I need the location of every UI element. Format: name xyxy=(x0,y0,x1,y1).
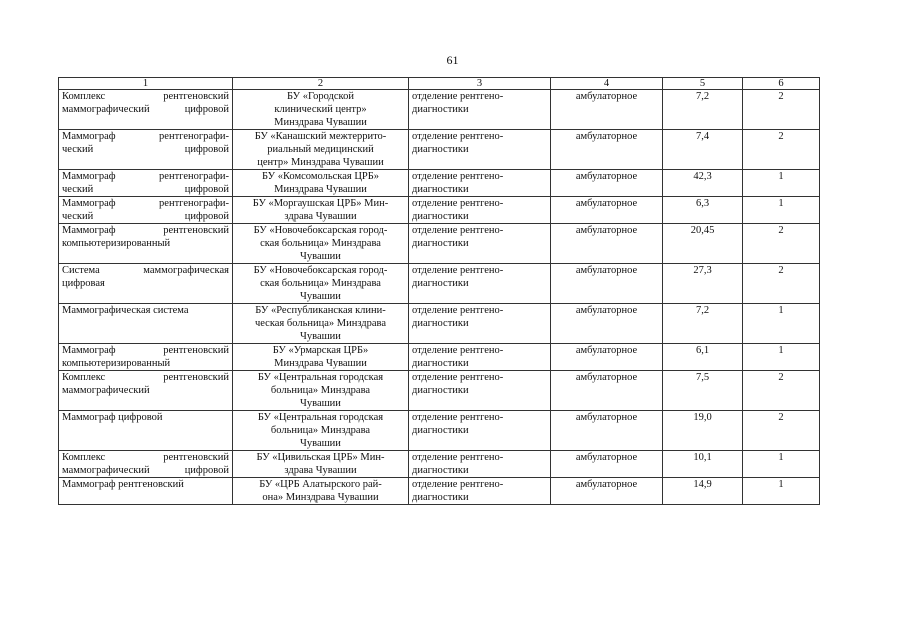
organization-cell xyxy=(233,170,409,197)
department-cell xyxy=(409,197,551,224)
equipment-name-cell xyxy=(59,130,233,170)
table-row xyxy=(59,170,820,197)
table-row xyxy=(59,411,820,451)
table-row xyxy=(59,224,820,264)
department-cell xyxy=(409,371,551,411)
care-type-cell: амбулаторное xyxy=(551,224,663,264)
equipment-name-cell-line: маммографический цифровой xyxy=(62,104,229,115)
organization-cell-line: Чувашии xyxy=(300,398,341,409)
organization-cell-line: БУ «Новочебоксарская город- xyxy=(253,265,388,276)
count-cell: 1 xyxy=(743,197,820,224)
equipment-name-cell-line: Маммограф рентгенографи- xyxy=(62,171,229,182)
value-cell: 14,9 xyxy=(663,478,743,505)
table-body xyxy=(59,90,820,505)
value-cell: 7,5 xyxy=(663,371,743,411)
organization-cell xyxy=(233,304,409,344)
organization-cell-line: центр» Минздрава Чувашии xyxy=(257,157,384,168)
organization-cell xyxy=(233,451,409,478)
table-row xyxy=(59,478,820,505)
equipment-name-cell-line: маммографический xyxy=(62,385,150,396)
value-cell: 27,3 xyxy=(663,264,743,304)
organization-cell-line: Чувашии xyxy=(300,251,341,262)
department-cell xyxy=(409,90,551,130)
count-cell: 2 xyxy=(743,411,820,451)
care-type-cell: амбулаторное xyxy=(551,411,663,451)
care-type-cell: амбулаторное xyxy=(551,344,663,371)
value-cell: 10,1 xyxy=(663,451,743,478)
table-row xyxy=(59,344,820,371)
department-cell-line: отделение рентгено- xyxy=(412,171,504,182)
organization-cell-line: БУ «Городской xyxy=(286,91,354,102)
organization-cell-line: больница» Минздрава xyxy=(270,385,371,396)
department-cell-line: диагностики xyxy=(412,465,469,476)
equipment-name-cell xyxy=(59,197,233,224)
organization-cell-line: здрава Чувашии xyxy=(284,465,357,476)
equipment-name-cell-line: Маммографическая система xyxy=(62,305,189,316)
department-cell xyxy=(409,451,551,478)
department-cell xyxy=(409,304,551,344)
organization-cell-line: БУ «Центральная городская xyxy=(257,412,384,423)
department-cell-line: отделение рентгено- xyxy=(412,479,504,490)
department-cell xyxy=(409,344,551,371)
equipment-name-cell-line: маммографический цифровой xyxy=(62,465,229,476)
count-cell: 2 xyxy=(743,264,820,304)
value-cell: 6,1 xyxy=(663,344,743,371)
value-cell: 7,2 xyxy=(663,304,743,344)
department-cell-line: отделение рентгено- xyxy=(412,198,504,209)
equipment-name-cell-line: цифровая xyxy=(62,278,105,289)
organization-cell-line: Чувашии xyxy=(300,438,341,449)
column-header-6: 6 xyxy=(743,78,820,90)
equipment-name-cell-line: ческий цифровой xyxy=(62,184,229,195)
organization-cell-line: Чувашии xyxy=(300,291,341,302)
equipment-name-cell-line: Маммограф рентгенографи- xyxy=(62,131,229,142)
equipment-name-cell-line: ческий цифровой xyxy=(62,211,229,222)
column-header-3: 3 xyxy=(409,78,551,90)
count-cell: 1 xyxy=(743,478,820,505)
equipment-table xyxy=(58,77,820,505)
equipment-name-cell xyxy=(59,451,233,478)
organization-cell-line: клинический центр» xyxy=(274,104,367,115)
department-cell-line: отделение рентгено- xyxy=(412,372,504,383)
table-row xyxy=(59,371,820,411)
organization-cell xyxy=(233,478,409,505)
organization-cell xyxy=(233,371,409,411)
organization-cell-line: Минздрава Чувашии xyxy=(274,184,367,195)
equipment-name-cell xyxy=(59,264,233,304)
care-type-cell: амбулаторное xyxy=(551,170,663,197)
equipment-name-cell-line: Маммограф рентгеновский xyxy=(62,225,229,236)
value-cell: 7,2 xyxy=(663,90,743,130)
organization-cell-line: здрава Чувашии xyxy=(284,211,357,222)
care-type-cell: амбулаторное xyxy=(551,371,663,411)
department-cell xyxy=(409,130,551,170)
organization-cell-line: БУ «Цивильская ЦРБ» Мин- xyxy=(256,452,385,463)
equipment-name-cell-line: ческий цифровой xyxy=(62,144,229,155)
table-row xyxy=(59,451,820,478)
department-cell-line: отделение рентгено- xyxy=(412,452,504,463)
organization-cell-line: ческая больница» Минздрава xyxy=(254,318,387,329)
value-cell: 19,0 xyxy=(663,411,743,451)
equipment-name-cell-line: Система маммографическая xyxy=(62,265,229,276)
organization-cell xyxy=(233,90,409,130)
care-type-cell: амбулаторное xyxy=(551,304,663,344)
page-number: 61 xyxy=(446,53,459,67)
care-type-cell: амбулаторное xyxy=(551,478,663,505)
department-cell-line: отделение рентгено- xyxy=(412,305,504,316)
department-cell xyxy=(409,224,551,264)
department-cell-line: диагностики xyxy=(412,211,469,222)
organization-cell xyxy=(233,130,409,170)
department-cell-line: отделение рентгено- xyxy=(412,345,504,356)
equipment-name-cell-line: Комплекс рентгеновский xyxy=(62,372,229,383)
table-row xyxy=(59,197,820,224)
count-cell: 1 xyxy=(743,170,820,197)
organization-cell-line: ская больница» Минздрава xyxy=(260,278,381,289)
count-cell: 2 xyxy=(743,224,820,264)
organization-cell-line: Чувашии xyxy=(300,331,341,342)
department-cell-line: диагностики xyxy=(412,104,469,115)
department-cell-line: диагностики xyxy=(412,278,469,289)
department-cell-line: диагностики xyxy=(412,318,469,329)
header-row xyxy=(59,78,820,90)
department-cell-line: отделение рентгено- xyxy=(412,91,504,102)
department-cell-line: отделение рентгено- xyxy=(412,412,504,423)
organization-cell-line: БУ «Центральная городская xyxy=(257,372,384,383)
count-cell: 1 xyxy=(743,304,820,344)
column-header-1: 1 xyxy=(59,78,233,90)
equipment-name-cell xyxy=(59,344,233,371)
equipment-name-cell-line: компьютеризированный xyxy=(62,358,171,369)
table-row xyxy=(59,130,820,170)
equipment-name-cell-line: Комплекс рентгеновский xyxy=(62,91,229,102)
department-cell-line: отделение рентгено- xyxy=(412,225,504,236)
organization-cell-line: БУ «Новочебоксарская город- xyxy=(253,225,388,236)
equipment-name-cell xyxy=(59,304,233,344)
department-cell-line: отделение рентгено- xyxy=(412,131,504,142)
department-cell xyxy=(409,264,551,304)
department-cell-line: диагностики xyxy=(412,144,469,155)
organization-cell-line: она» Минздрава Чувашии xyxy=(262,492,379,503)
equipment-name-cell-line: Маммограф цифровой xyxy=(62,412,163,423)
table-row xyxy=(59,264,820,304)
department-cell-line: диагностики xyxy=(412,492,469,503)
column-header-2: 2 xyxy=(233,78,409,90)
equipment-name-cell xyxy=(59,371,233,411)
department-cell xyxy=(409,478,551,505)
organization-cell xyxy=(233,224,409,264)
organization-cell-line: риальный медицинский xyxy=(267,144,374,155)
equipment-name-cell xyxy=(59,170,233,197)
department-cell-line: отделение рентгено- xyxy=(412,265,504,276)
count-cell: 2 xyxy=(743,371,820,411)
equipment-name-cell-line: Комплекс рентгеновский xyxy=(62,452,229,463)
equipment-name-cell-line: компьютеризированный xyxy=(62,238,171,249)
department-cell-line: диагностики xyxy=(412,184,469,195)
equipment-name-cell-line: Маммограф рентгенографи- xyxy=(62,198,229,209)
equipment-name-cell-line: Маммограф рентгеновский xyxy=(62,479,184,490)
care-type-cell: амбулаторное xyxy=(551,130,663,170)
organization-cell-line: БУ «Канашский межтеррито- xyxy=(254,131,387,142)
count-cell: 2 xyxy=(743,90,820,130)
equipment-name-cell xyxy=(59,411,233,451)
equipment-name-cell-line: Маммограф рентгеновский xyxy=(62,345,229,356)
value-cell: 42,3 xyxy=(663,170,743,197)
count-cell: 2 xyxy=(743,130,820,170)
organization-cell-line: больница» Минздрава xyxy=(270,425,371,436)
organization-cell-line: БУ «ЦРБ Алатырского рай- xyxy=(259,479,382,490)
organization-cell xyxy=(233,344,409,371)
count-cell: 1 xyxy=(743,451,820,478)
organization-cell-line: Минздрава Чувашии xyxy=(274,117,367,128)
department-cell-line: диагностики xyxy=(412,238,469,249)
value-cell: 6,3 xyxy=(663,197,743,224)
table-header xyxy=(59,78,820,90)
department-cell-line: диагностики xyxy=(412,358,469,369)
column-header-4: 4 xyxy=(551,78,663,90)
department-cell-line: диагностики xyxy=(412,385,469,396)
care-type-cell: амбулаторное xyxy=(551,264,663,304)
equipment-name-cell xyxy=(59,224,233,264)
department-cell xyxy=(409,170,551,197)
equipment-name-cell xyxy=(59,478,233,505)
table-row xyxy=(59,90,820,130)
organization-cell-line: БУ «Республиканская клини- xyxy=(255,305,386,316)
organization-cell xyxy=(233,264,409,304)
care-type-cell: амбулаторное xyxy=(551,90,663,130)
column-header-5: 5 xyxy=(663,78,743,90)
organization-cell-line: БУ «Моргаушская ЦРБ» Мин- xyxy=(252,198,389,209)
organization-cell-line: БУ «Комсомольская ЦРБ» xyxy=(261,171,380,182)
organization-cell xyxy=(233,197,409,224)
department-cell-line: диагностики xyxy=(412,425,469,436)
table-row xyxy=(59,304,820,344)
department-cell xyxy=(409,411,551,451)
organization-cell-line: Минздрава Чувашии xyxy=(274,358,367,369)
organization-cell-line: ская больница» Минздрава xyxy=(260,238,381,249)
organization-cell-line: БУ «Урмарская ЦРБ» xyxy=(272,345,369,356)
care-type-cell: амбулаторное xyxy=(551,197,663,224)
care-type-cell: амбулаторное xyxy=(551,451,663,478)
value-cell: 20,45 xyxy=(663,224,743,264)
value-cell: 7,4 xyxy=(663,130,743,170)
count-cell: 1 xyxy=(743,344,820,371)
equipment-name-cell xyxy=(59,90,233,130)
organization-cell xyxy=(233,411,409,451)
